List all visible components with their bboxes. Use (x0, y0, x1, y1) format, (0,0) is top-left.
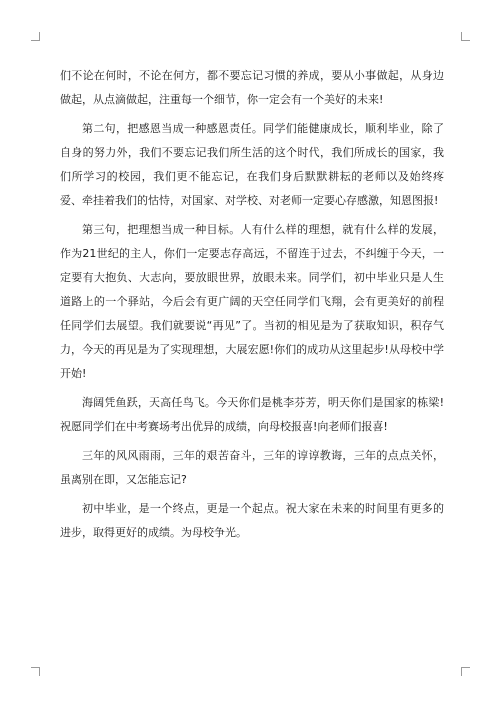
paragraph-ideals: 第三句，把理想当成一种目标。人有什么样的理想，就有什么样的发展，作为21世纪的主人，你们一定要志存高远，不留连于过去，不纠缠于今天，一定要有大抱负、大志向，要放眼世界，放眼未来。同学们，初中毕业只是人生道路上的一个驿站，今后会有更广阔的天空任同学们飞翔，会有更美好的前程任同学们去展望。我们就要说“再见”了。当初的相见是为了获取知识，积存气力，今天的再见是为了实现理想，大展宏愿!你们的成功从这里起步!从母校中学开始! (60, 223, 444, 380)
document-body (60, 64, 444, 550)
crop-mark-bottom-left (31, 667, 40, 676)
paragraph-closing: 初中毕业，是一个终点，更是一个起点。祝大家在未来的时间里有更多的进步，取得更好的成绩。为母校争光。 (60, 502, 444, 539)
paragraph-gratitude: 第二句，把感恩当成一种感恩责任。同学们能健康成长，顺利毕业，除了自身的努力外，我们不要忘记我们所生活的这个时代，我们所成长的国家，我们所学习的校园，我们更不能忘记，在我们身后默默耕耘的老师以及始终疼爱、牵挂着我们的怙恃，对国家、对学校、对老师一定要心存感激，知恩图报! (60, 122, 444, 207)
paragraph-wishes: 海阔凭鱼跃，天高任鸟飞。今天你们是桃李芬芳，明天你们是国家的栋梁!祝愿同学们在中考赛场考出优异的成绩，向母校报喜!向老师们报喜! (60, 396, 444, 433)
crop-mark-bottom-right (461, 667, 470, 676)
crop-mark-top-left (31, 32, 40, 41)
paragraph-continuation: 们不论在何时，不论在何方，都不要忘记习惯的养成，要从小事做起，从身边做起，从点滴做起，注重每一个细节，你一定会有一个美好的未来! (60, 69, 444, 106)
crop-mark-top-right (461, 32, 470, 41)
paragraph-three-years: 三年的风风雨雨，三年的艰苦奋斗，三年的谆谆教诲，三年的点点关怀，虽离别在即，又怎能忘记? (60, 449, 444, 486)
